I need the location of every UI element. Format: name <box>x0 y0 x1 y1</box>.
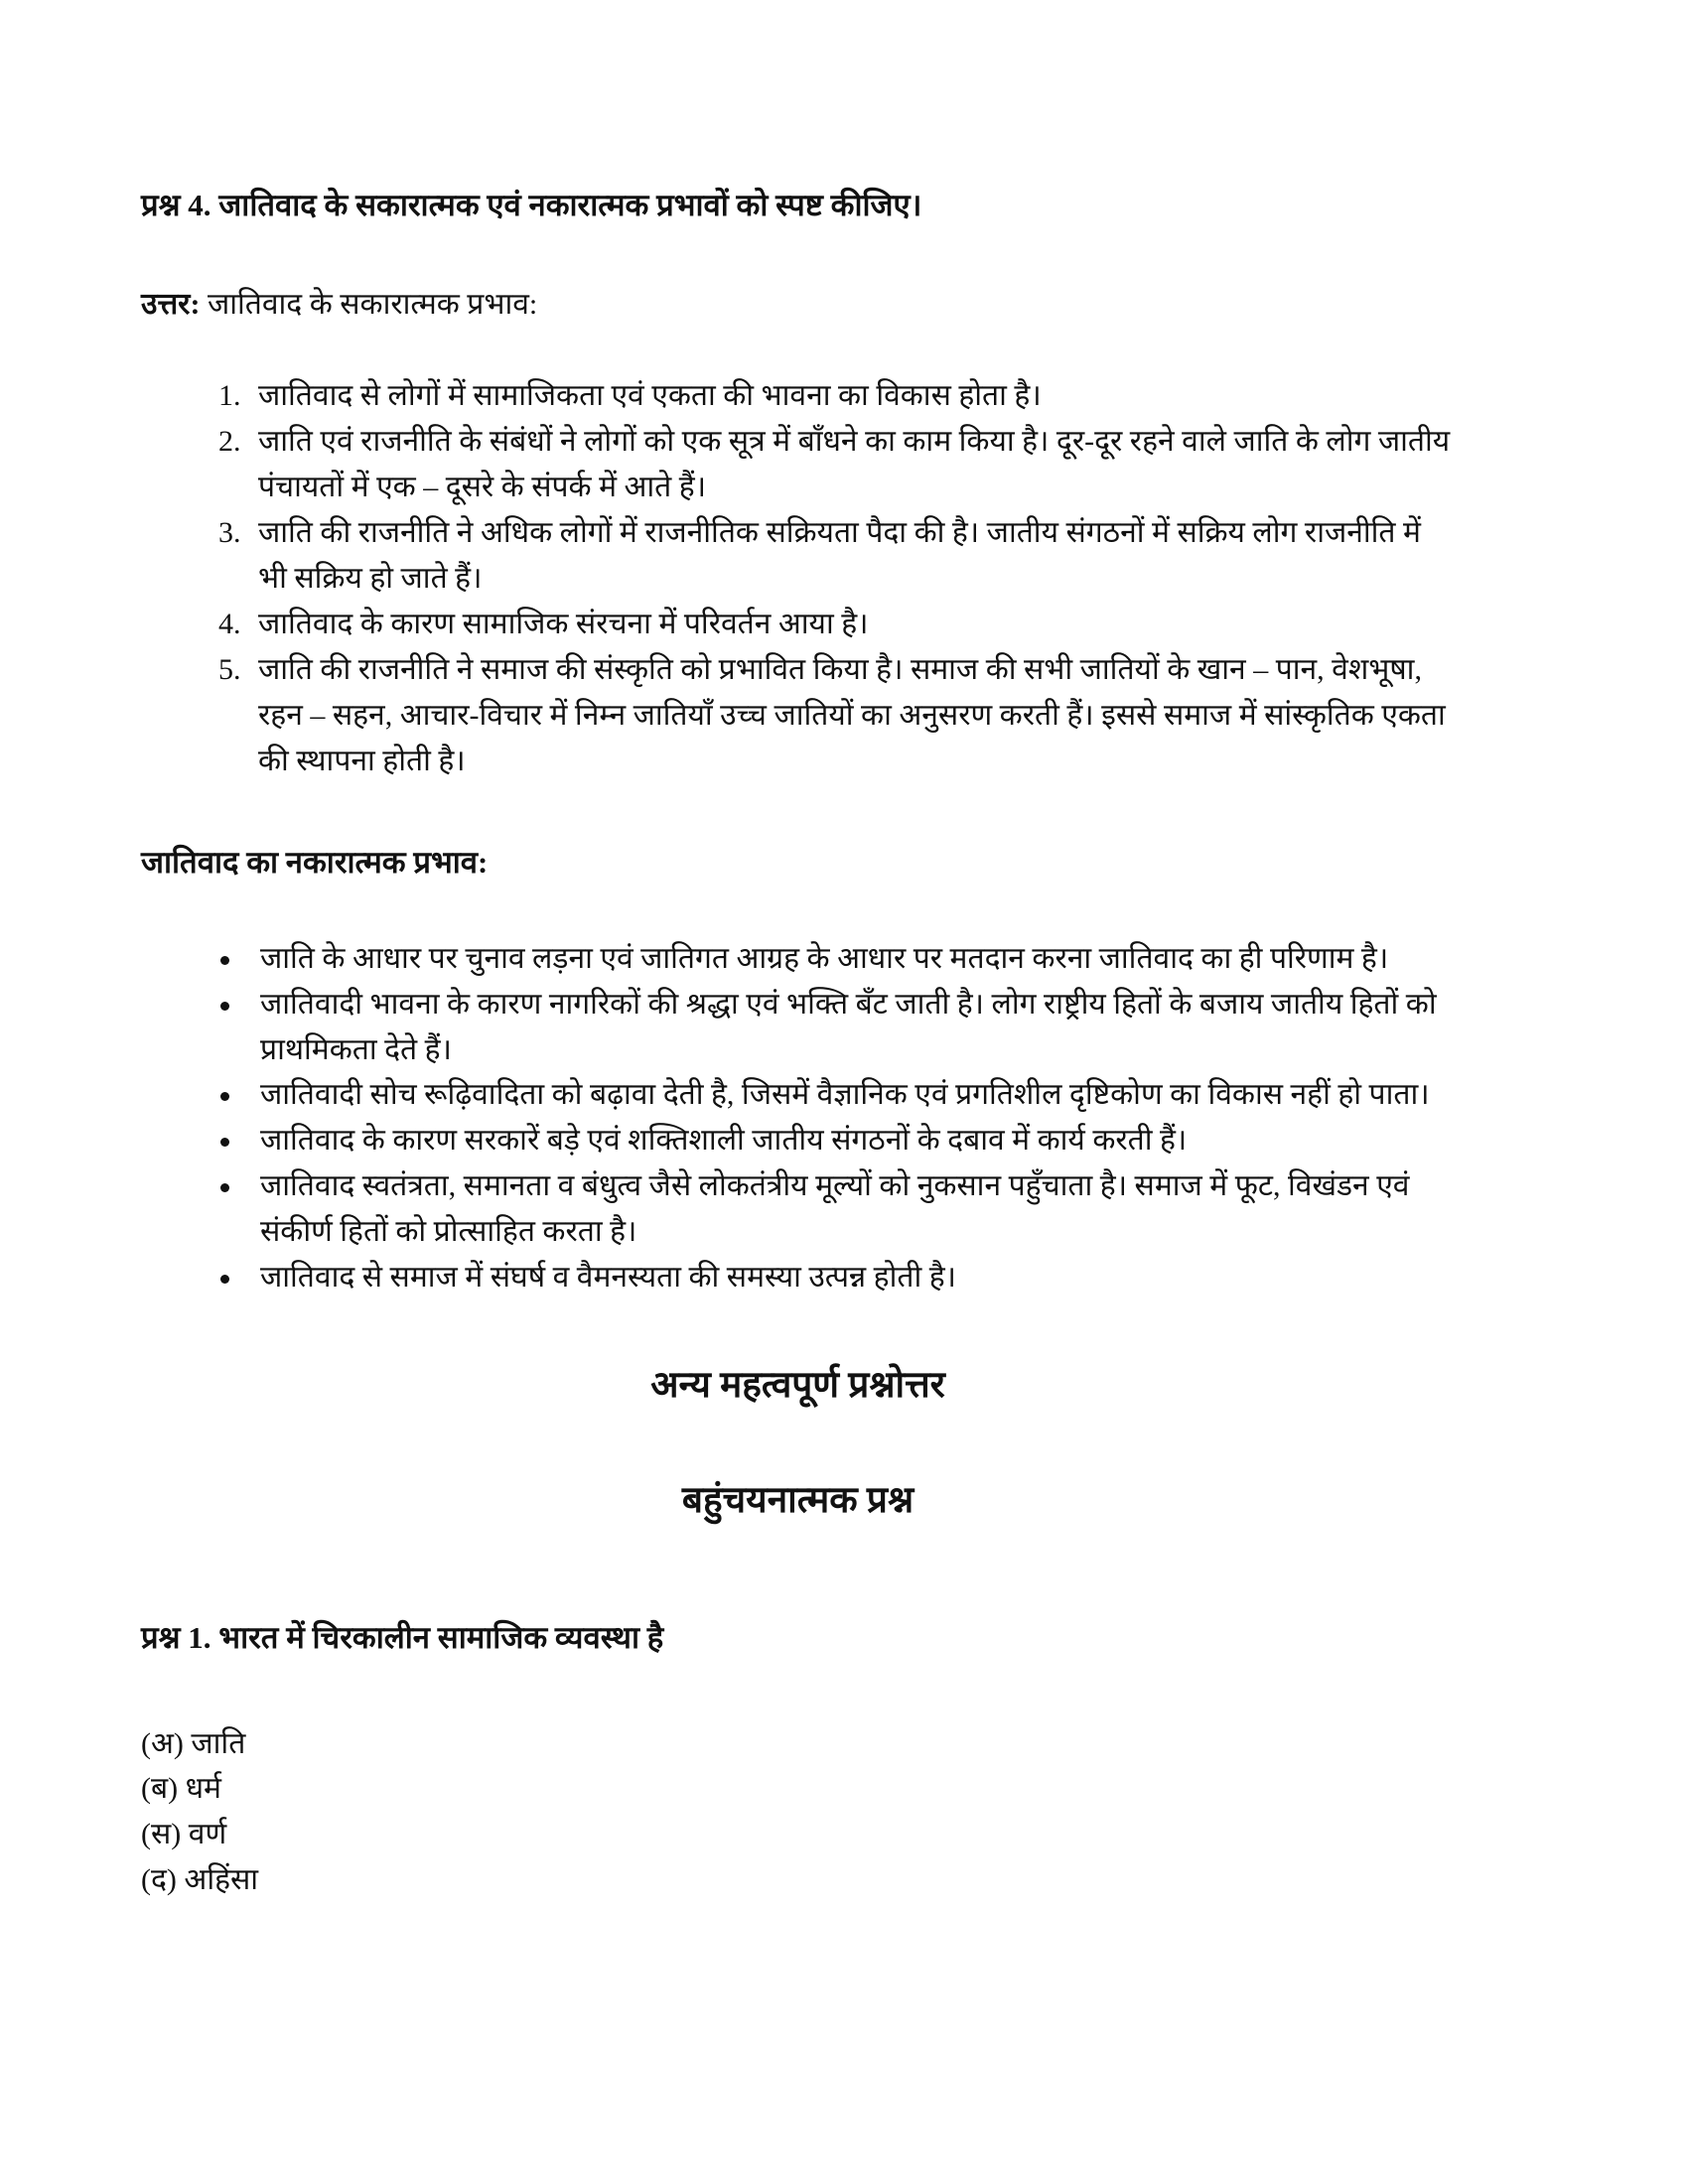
answer-label: उत्तर: <box>141 288 201 322</box>
list-item: जातिवाद के कारण सरकारें बड़े एवं शक्तिशाली जातीय संगठनों के दबाव में कार्य करती हैं। <box>248 1118 1455 1163</box>
list-item: 4. जातिवाद के कारण सामाजिक संरचना में परिवर्तन आया है। <box>248 602 1455 647</box>
list-item: 1. जातिवाद से लोगों में सामाजिकता एवं एकता की भावना का विकास होता है। <box>248 373 1455 419</box>
question4-heading: प्रश्न 4. जातिवाद के सकारात्मक एवं नकारात्मक प्रभावों को स्पष्ट कीजिए। <box>141 188 922 222</box>
list-item: जातिवादी सोच रूढ़िवादिता को बढ़ावा देती है, जिसमें वैज्ञानिक एवं प्रगतिशील दृष्टिकोण का विकास नहीं हो पाता। <box>248 1072 1455 1118</box>
question1-options <box>141 1721 1455 1904</box>
positive-effects-list <box>141 373 1455 783</box>
answer-intro-line <box>141 284 1455 326</box>
section-heading-mcq: बहुंचयनात्मक प्रश्न <box>681 1480 914 1522</box>
option-item: (ब) धर्म <box>141 1772 222 1806</box>
list-item: जातिवाद से समाज में संघर्ष व वैमनस्यता की समस्या उत्पन्न होती है। <box>248 1255 1455 1300</box>
list-item: जातिवादी भावना के कारण नागरिकों की श्रद्धा एवं भक्ति बँट जाती है। लोग राष्ट्रीय हितों के बजाय जातीय हितों को प्राथमिकता देते हैं। <box>248 982 1455 1073</box>
section-heading-other-questions: अन्य महत्वपूर्ण प्रश्नोत्तर <box>650 1364 945 1406</box>
question1-heading: प्रश्न 1. भारत में चिरकालीन सामाजिक व्यवस्था है <box>141 1620 664 1656</box>
list-item: 2. जाति एवं राजनीति के संबंधों ने लोगों को एक सूत्र में बाँधने का काम किया है। दूर-दूर रहने वाले जाति के लोग जातीय पंचायतों में एक – दूसरे के संपर्क में आते हैं। <box>248 419 1455 510</box>
list-item: जाति के आधार पर चुनाव लड़ना एवं जातिगत आग्रह के आधार पर मतदान करना जातिवाद का ही परिणाम है। <box>248 936 1455 982</box>
option-item: (अ) जाति <box>141 1726 246 1760</box>
answer-intro-text: जातिवाद के सकारात्मक प्रभाव: <box>200 288 538 322</box>
option-item: (द) अहिंसा <box>141 1863 259 1897</box>
negative-effects-list <box>141 936 1455 1300</box>
list-item: 5. जाति की राजनीति ने समाज की संस्कृति को प्रभावित किया है। समाज की सभी जातियों के खान – पान, वेशभूषा, रहन – सहन, आचार-विचार में निम्न जातियाँ उच्च जातियों का अनुसरण करती हैं। इससे समाज में सांस्कृतिक एकता की स्थापना होती है। <box>248 647 1455 784</box>
negative-effects-heading: जातिवाद का नकारात्मक प्रभाव: <box>141 845 489 881</box>
option-item: (स) वर्ण <box>141 1818 227 1851</box>
list-item: 3. जाति की राजनीति ने अधिक लोगों में राजनीतिक सक्रियता पैदा की है। जातीय संगठनों में सक्रिय लोग राजनीति में भी सक्रिय हो जाते हैं। <box>248 510 1455 602</box>
list-item: जातिवाद स्वतंत्रता, समानता व बंधुत्व जैसे लोकतंत्रीय मूल्यों को नुकसान पहुँचाता है। समाज में फूट, विखंडन एवं संकीर्ण हितों को प्रोत्साहित करता है। <box>248 1163 1455 1255</box>
